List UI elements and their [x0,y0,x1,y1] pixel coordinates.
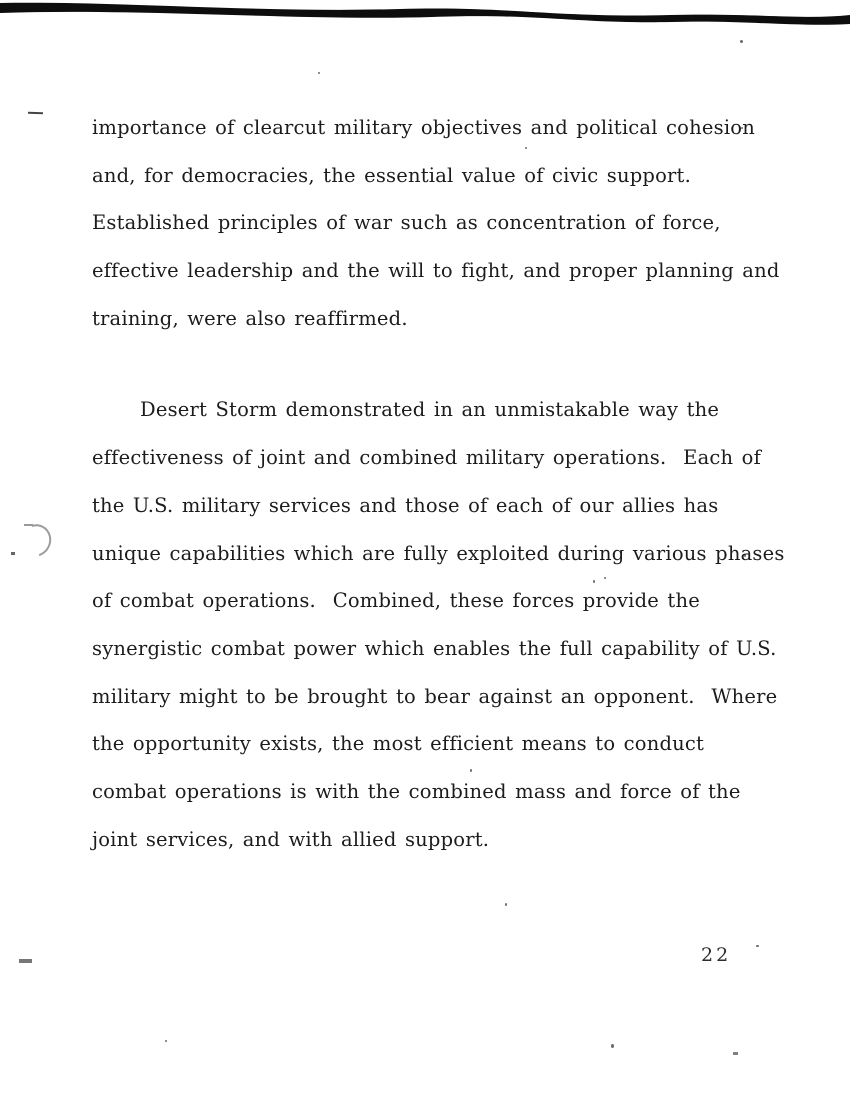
scan-speck [611,1044,614,1048]
page-number: 22 [701,944,732,966]
paragraph-2 [92,386,785,863]
bottom-margin-dash-mark [19,959,32,963]
text-line: of combat operations. Combined, these forces provide the [92,589,700,613]
scan-speck [165,1040,167,1042]
text-line: training, were also reaffirmed. [92,306,408,330]
paragraph-1 [92,104,780,342]
text-line: synergistic combat power which enables the full capability of U.S. [92,636,777,660]
scan-bar-shape [0,0,850,32]
text-line: the opportunity exists, the most efficient means to conduct [92,732,705,756]
margin-circle-dash [24,524,33,526]
text-line: and, for democracies, the essential value of civic support. [92,163,691,187]
text-line: Established principles of war such as concentration of force, [92,211,721,235]
margin-circle-mark [14,519,57,563]
document-text-block [92,104,785,863]
margin-circle-dot [11,552,15,555]
text-line: Desert Storm demonstrated in an unmistakable way the [140,398,720,422]
scan-speck [318,72,320,74]
scan-artifact-bar [0,0,850,32]
text-line: effective leadership and the will to fight, and proper planning and [92,259,780,283]
text-line: combat operations is with the combined mass and force of the [92,779,741,803]
text-line: unique capabilities which are fully exploited during various phases [92,541,785,565]
text-line: effectiveness of joint and combined military operations. Each of [92,446,762,470]
text-line: the U.S. military services and those of each of our allies has [92,493,719,517]
scan-speck [740,40,743,43]
margin-dash-mark [28,112,43,115]
scan-speck [733,1052,738,1055]
text-line: joint services, and with allied support. [92,827,490,851]
text-line: military might to be brought to bear against an opponent. Where [92,684,778,708]
scan-speck [756,945,759,947]
scan-speck [505,903,507,906]
text-line: importance of clearcut military objectives and political cohesion [92,116,755,139]
paragraph-gap [92,342,752,386]
